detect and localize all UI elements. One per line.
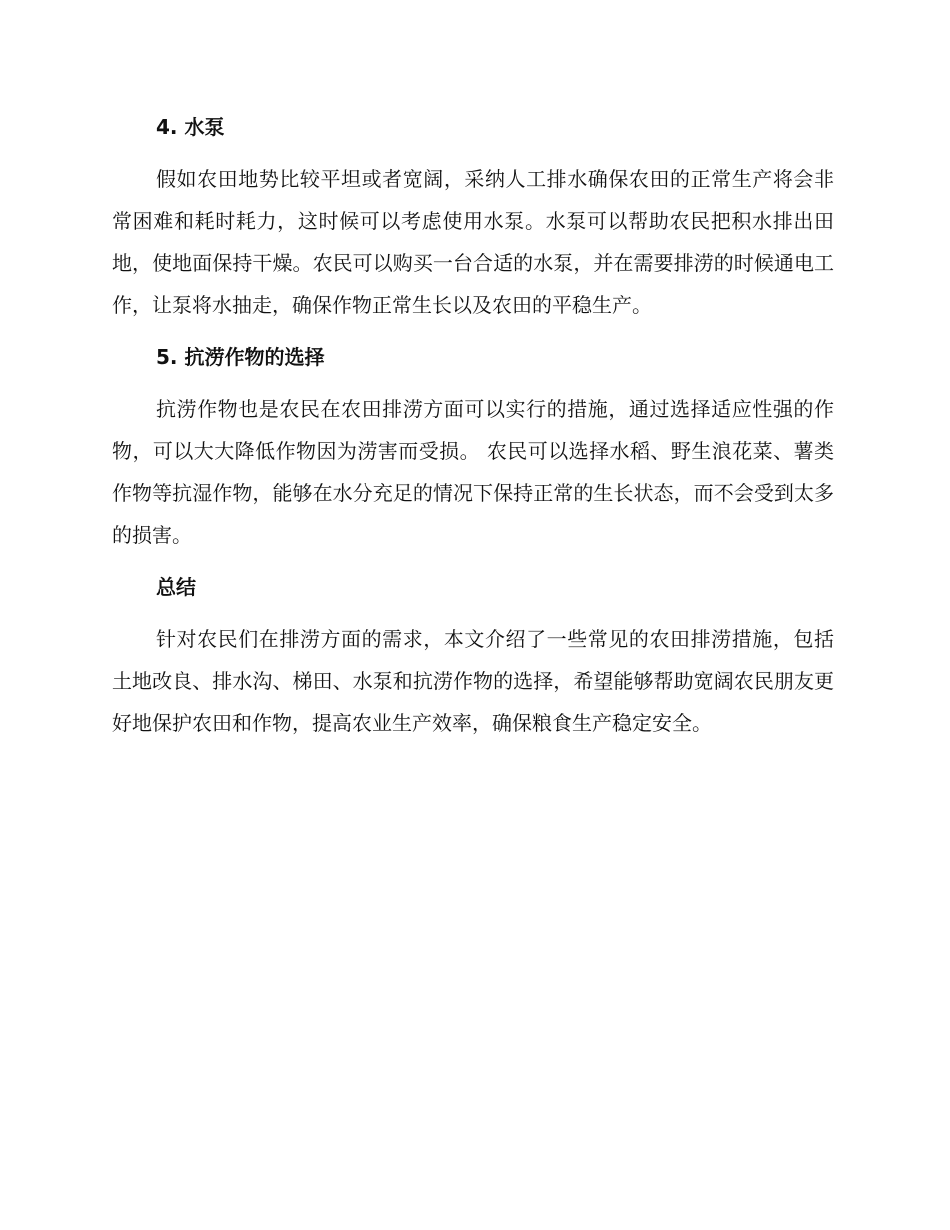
spacer xyxy=(112,602,834,618)
section-heading-flood-resistant-crops: 5. 抗涝作物的选择 xyxy=(156,345,325,369)
section-heading-summary: 总结 xyxy=(156,575,196,599)
section-paragraph-water-pump: 假如农田地势比较平坦或者宽阔，采纳人工排水确保农田的正常生产将会非常困难和耗时耗力，这时候可以考虑使用水泵。水泵可以帮助农民把积水排出田地，使地面保持干燥。农民可以购买一台合适的水泵，并在需要排涝的时候通电工作，让泵将水抽走，确保作物正常生长以及农田的平稳生产。 xyxy=(112,167,834,317)
spacer xyxy=(112,326,834,342)
section-heading-water-pump: 4. 水泵 xyxy=(156,115,225,139)
section-paragraph-summary: 针对农民们在排涝方面的需求，本文介绍了一些常见的农田排涝措施，包括土地改良、排水沟、梯田、水泵和抗涝作物的选择，希望能够帮助宽阔农民朋友更好地保护农田和作物，提高农业生产效率，确保粮食生产稳定安全。 xyxy=(112,627,834,735)
document-body xyxy=(112,112,834,744)
spacer xyxy=(112,372,834,388)
spacer xyxy=(112,142,834,158)
spacer xyxy=(112,556,834,572)
section-paragraph-flood-resistant-crops: 抗涝作物也是农民在农田排涝方面可以实行的措施，通过选择适应性强的作物，可以大大降低作物因为涝害而受损。 农民可以选择水稻、野生浪花菜、薯类作物等抗湿作物，能够在水分充足的情况下保持正常的生长状态，而不会受到太多的损害。 xyxy=(112,397,834,547)
